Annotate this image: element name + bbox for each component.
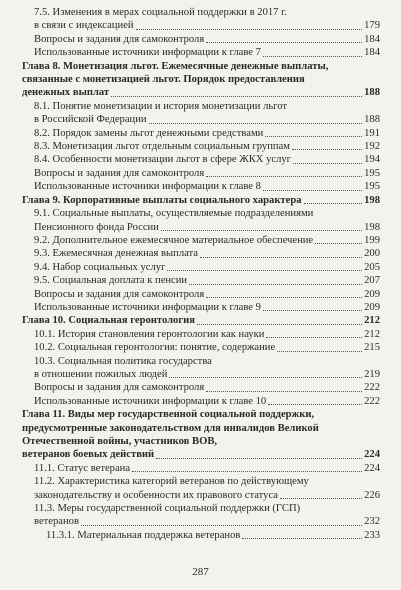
toc-entry [22,502,380,529]
toc-page-number: 209 [364,288,380,300]
toc-page-number: 226 [364,489,380,501]
toc-page-number: 188 [364,87,380,99]
dot-leader [197,324,362,325]
dot-leader [189,284,362,285]
toc-entry-text: 7.5. Изменения в мерах социальной поддержки в 2017 г. [34,7,287,18]
toc-chapter [22,194,380,207]
toc-entry-text: связанные с монетизацией льгот. Порядок предоставления [22,74,305,86]
toc-entry-text: ветеранов боевых действий [22,449,155,461]
toc-entry-text: 8.4. Особенности монетизации льгот в сфере ЖКХ услуг [34,154,292,166]
toc-page-number: 194 [364,154,380,166]
dot-leader [156,458,362,459]
toc-entry-text: денежных выплат [22,87,110,99]
toc-page-number: 198 [364,194,380,206]
toc-entry [22,100,380,127]
toc-entry-text: 8.2. Порядок замены льгот денежными средствами [34,127,264,139]
dot-leader [81,525,362,526]
toc-page-number: 233 [364,529,380,541]
toc-entry-text: Использованные источники информации к главе 10 [34,395,267,407]
dot-leader [304,203,363,204]
toc-chapter [22,60,380,100]
dot-leader [206,297,362,298]
toc-entry-text: Вопросы и задания для самоконтроля [34,382,205,394]
toc-entry [22,46,380,59]
dot-leader [293,163,362,164]
dot-leader [136,29,363,30]
toc-page-number: 232 [364,516,380,528]
toc-entry-text: 10.2. Социальная геронтология: понятие, содержание [34,342,276,354]
toc-entry [22,247,380,260]
toc-page-number: 191 [364,127,380,139]
toc-entry [22,127,380,140]
toc-entry-text: 11.3. Меры государственной социальной поддержки (ГСП) [34,503,301,515]
toc-page-number: 200 [364,248,380,260]
toc-entry-text: 10.1. История становления геронтологии как науки [34,328,265,340]
toc-page-number: 195 [364,181,380,193]
dot-leader [132,471,362,472]
toc-page-number: 184 [364,47,380,59]
toc-entry [22,207,380,234]
dot-leader [280,498,362,499]
toc-entry-text: в Российской Федерации [34,114,147,126]
toc-page-number: 212 [364,328,380,340]
toc-entry [22,140,380,153]
toc-entry [22,180,380,193]
toc-entry-text: 11.1. Статус ветерана [34,462,131,474]
toc-page-number: 212 [364,315,380,327]
dot-leader [242,538,362,539]
toc-entry-text: 11.2. Характеристика категорий ветеранов по действующему [34,476,309,488]
toc-entry-text: Использованные источники информации к главе 9 [34,301,261,313]
toc-entry [22,529,380,542]
toc-page-number: 224 [364,449,380,461]
toc-entry-text: законодательству и особенности их правового статуса [34,489,278,501]
dot-leader [206,391,362,392]
toc-page-number: 207 [364,275,380,287]
toc-entry [22,33,380,46]
toc-entry-text: 9.3. Ежемесячная денежная выплата [34,248,198,260]
toc-entry-text: 9.4. Набор социальных услуг [34,261,166,273]
toc-entry [22,234,380,247]
toc-entry [22,475,380,502]
toc-entry-text: 8.3. Монетизация льгот отдельным социальным группам [34,141,290,153]
table-of-contents [22,6,380,542]
toc-page-number: 215 [364,342,380,354]
toc-entry [22,6,380,33]
toc-page-number: 199 [364,234,380,246]
toc-entry-text: 9.1. Социальные выплаты, осуществляемые подразделениями [34,208,314,220]
dot-leader [263,56,362,57]
page-number: 287 [192,566,209,578]
dot-leader [167,270,362,271]
toc-entry-text: 9.2. Дополнительное ежемесячное материальное обеспечение [34,234,314,246]
toc-page-number: 222 [364,395,380,407]
toc-page-number: 184 [364,33,380,45]
toc-page-number: 219 [364,368,380,380]
toc-entry-text: ветеранов [34,516,79,528]
toc-entry-text: предусмотренные законодательством для инвалидов Великой [22,422,319,434]
toc-page-number: 179 [364,20,380,32]
toc-entry [22,153,380,166]
toc-entry [22,288,380,301]
dot-leader [315,243,362,244]
toc-page-number: 224 [364,462,380,474]
dot-leader [200,257,362,258]
toc-entry-text: Вопросы и задания для самоконтроля [34,288,205,300]
dot-leader [149,123,363,124]
dot-leader [111,96,362,97]
toc-entry-text: Вопросы и задания для самоконтроля [34,33,205,45]
toc-entry [22,167,380,180]
dot-leader [266,337,362,338]
toc-page-number: 195 [364,167,380,179]
toc-entry-text: 10.3. Социальная политика государства [34,355,212,367]
toc-entry-text: Пенсионного фонда России [34,221,159,233]
toc-entry [22,261,380,274]
toc-entry-text: 11.3.1. Материальная поддержка ветеранов [46,529,241,541]
toc-entry-text: 8.1. Понятие монетизации и история монетизации льгот [34,100,288,112]
toc-entry [22,395,380,408]
toc-page-number: 222 [364,382,380,394]
toc-entry [22,462,380,475]
dot-leader [206,176,362,177]
dot-leader [268,404,362,405]
toc-entry-text: 9.5. Социальная доплата к пенсии [34,275,188,287]
toc-entry [22,355,380,382]
toc-entry-text: Глава 10. Социальная геронтология [22,315,195,327]
toc-chapter [22,408,380,462]
dot-leader [263,190,362,191]
toc-page-number: 205 [364,261,380,273]
toc-entry [22,274,380,287]
toc-entry-text: в связи с индексацией [34,20,134,32]
dot-leader [265,136,362,137]
toc-entry-text: Использованные источники информации к главе 8 [34,181,261,193]
toc-entry-text: Отечественной войны, участников ВОВ, [22,436,218,447]
toc-page-number: 198 [364,221,380,233]
toc-entry [22,328,380,341]
dot-leader [206,42,362,43]
toc-entry-text: Глава 8. Монетизация льгот. Ежемесячные денежные выплаты, [22,60,329,72]
toc-entry-text: Глава 9. Корпоративные выплаты социального характера [22,194,302,206]
toc-entry-text: в отношении пожилых людей [34,368,168,380]
toc-entry-text: Вопросы и задания для самоконтроля [34,167,205,179]
dot-leader [292,149,362,150]
toc-page-number: 209 [364,301,380,313]
toc-chapter [22,314,380,327]
dot-leader [263,310,362,311]
toc-entry-text: Глава 11. Виды мер государственной социальной поддержки, [22,409,315,421]
toc-entry [22,341,380,354]
toc-page-number: 188 [364,114,380,126]
toc-page-number: 192 [364,141,380,153]
toc-entry [22,301,380,314]
toc-entry-text: Использованные источники информации к главе 7 [34,47,261,59]
dot-leader [169,377,362,378]
dot-leader [277,351,362,352]
dot-leader [161,230,362,231]
toc-entry [22,381,380,394]
